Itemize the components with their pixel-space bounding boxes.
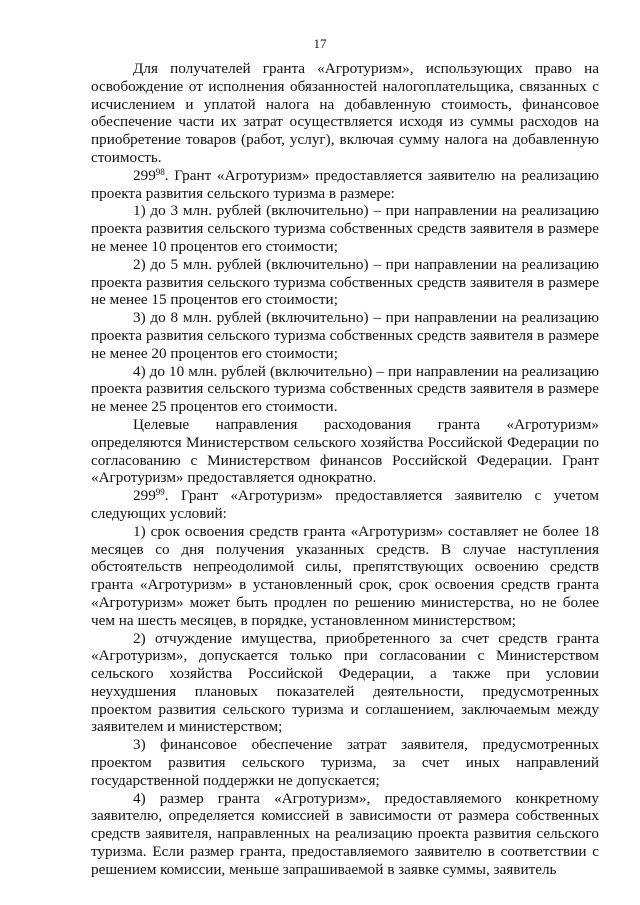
paragraph-text: . Грант «Агротуризм» предоставляется заявителю с учетом следующих условий: — [91, 487, 599, 522]
paragraph-text: 2) до 5 млн. рублей (включительно) – при направлении на реализацию проекта развития сельского туризма собственных средств заявителя в размере не менее 15 процентов его стоимости; — [91, 255, 599, 309]
clause-number: 299 — [133, 487, 156, 505]
document-body — [91, 60, 599, 879]
paragraph-text: 3) до 8 млн. рублей (включительно) – при направлении на реализацию проекта развития сельского туризма собственных средств заявителя в размере не менее 20 процентов его стоимости; — [91, 309, 599, 362]
paragraph-target-directions — [91, 416, 599, 487]
list-item-4 — [91, 363, 599, 416]
paragraph-text: Для получателей гранта «Агротуризм», использующих право на освобождение от исполнения обязанностей налогоплательщика, связанных с исчислением и уплатой налога на добавленную стоимость, финансовое обеспечение части их затрат осуществляется исходя из суммы расходов на приобретение товаров (работ, услуг), включая сумму налога на добавленную стоимость. — [91, 60, 599, 166]
paragraph-text: 1) срок освоения средств гранта «Агротуризм» составляет не более 18 месяцев со дня получения указанных средств. В случае наступления обстоятельств непреодолимой силы, препятствующих освоению средств гранта «Агротуризм» в установленный срок, срок освоения средств гранта «Агротуризм» может быть продлен по решению министерства, но не более чем на шесть месяцев, в порядке, установленном министерством; — [91, 522, 599, 629]
list-item-1 — [91, 202, 599, 255]
condition-item-3 — [91, 736, 599, 789]
condition-item-4 — [91, 790, 599, 879]
paragraph-text: 4) размер гранта «Агротуризм», предоставляемого конкретному заявителю, определяется комиссией в зависимости от размера собственных средств заявителя, направленных на реализацию проекта развития сельского туризма. Если размер гранта, предоставляемого заявителю в соответствии с решением комиссии, меньше запрашиваемой в заявке суммы, заявитель — [91, 789, 599, 878]
paragraph-vat-exemption — [91, 60, 599, 167]
page-number: 17 — [313, 36, 327, 51]
paragraph-text: Целевые направления расходования гранта «Агротуризм» определяются Министерством сельского хозяйства Российской Федерации по согласованию с Министерством финансов Российской Федерации. Грант «Агротуризм» предоставляется однократно. — [91, 415, 599, 487]
list-item-3 — [91, 309, 599, 362]
clause-299-99 — [91, 487, 599, 523]
clause-superscript: 98 — [155, 166, 165, 177]
clause-number: 299 — [133, 166, 156, 184]
paragraph-text: 4) до 10 млн. рублей (включительно) – при направлении на реализацию проекта развития сельского туризма собственных средств заявителя в размере не менее 25 процентов его стоимости. — [91, 362, 599, 416]
paragraph-text: 3) финансовое обеспечение затрат заявителя, предусмотренных проектом развития сельского туризма, за счет иных направлений государственной поддержки не допускается; — [91, 736, 599, 789]
clause-299-98 — [91, 167, 599, 203]
paragraph-text: 1) до 3 млн. рублей (включительно) – при направлении на реализацию проекта развития сельского туризма собственных средств заявителя в размере не менее 10 процентов его стоимости; — [91, 202, 599, 255]
condition-item-1 — [91, 523, 599, 630]
paragraph-text: . Грант «Агротуризм» предоставляется заявителю на реализацию проекта развития сельского туризма в размере: — [91, 166, 599, 202]
condition-item-2 — [91, 630, 599, 737]
paragraph-text: 2) отчуждение имущества, приобретенного за счет средств гранта «Агротуризм», допускается только при согласовании с Министерством сельского хозяйства Российской Федерации, а также при условии неухудшения плановых показателей деятельности, предусмотренных проектом развития сельского туризма и соглашением, заключаемым между заявителем и министерством; — [91, 629, 599, 736]
list-item-2 — [91, 256, 599, 309]
clause-superscript: 99 — [155, 487, 165, 498]
